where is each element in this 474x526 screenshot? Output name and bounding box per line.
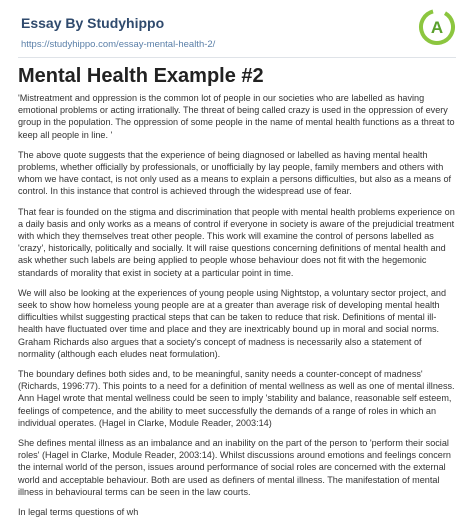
essay-paragraph: In legal terms questions of wh xyxy=(18,507,139,518)
site-brand[interactable]: Essay By Studyhippo xyxy=(21,15,165,31)
logo-letter: A xyxy=(430,18,444,37)
site-header xyxy=(0,0,474,58)
essay-paragraph: That fear is founded on the stigma and discrimination that people with mental health problems experience on a daily basis and only works as a means of control if everyone in society is aware of the prejudicial treatment with which they themselves treat other people. This work will examine the control of persons labelled as 'crazy', historically, politically and socially. It will raise questions concerning definitions of mental health and ask whether such labels are being applied to people whose behaviour does not fit with the hegemonic standards of morality that exist in society at a particular point in time. xyxy=(18,206,455,278)
essay-paragraph: The boundary defines both sides and, to be meaningful, sanity needs a counter-concept of madness' (Richards, 1996:77). This points to a need for a definition of mental wellness as well as one of mental illness. Ann Hagel wrote that mental wellness could be seen to imply 'stability and balance, reasonable self esteem, feelings of competence, and the ability to meet successfully the demands of a range of roles in which an individual operates. (Hagel in Clarke, Module Reader, 2003:14) xyxy=(18,369,455,428)
essay-paragraph: 'Mistreatment and oppression is the common lot of people in our societies who are labelled as having emotional problems or acting irrationally. The threat of being called crazy is used in the oppression of every group in the population. The oppression of some people in the name of mental health functions as a threat to keep all people in line. ' xyxy=(18,93,455,140)
essay-paragraph: She defines mental illness as an imbalance and an inability on the part of the person to 'perform their social roles' (Hagel in Clarke, Module Reader, 2003:14). Whilst discussions around emotions and feelings concern the internal world of the person, issues around performance of social roles are concerned with the external world and acceptable behaviour. Both are used as definers of mental illness. The manifestation of mental illness in behavioural terms can be seen in the law courts. xyxy=(18,438,451,497)
header-divider xyxy=(18,57,456,58)
essay-url[interactable]: https://studyhippo.com/essay-mental-health-2/ xyxy=(21,39,216,50)
logo-icon[interactable] xyxy=(418,8,456,46)
essay-body xyxy=(18,92,456,526)
essay-paragraph: We will also be looking at the experiences of young people using Nightstop, a voluntary sector project, and seek to show how homeless young people are at a greater than average risk of developing mental health difficulties whilst suggesting practical steps that can be taken to reduce that risk. Definitions of mental ill-health have fluctuated over time and place and they are inextricably bound up in moral and social norms. Graham Richards also argues that a society's concept of madness is necessarily also a statement of normality (although each eludes neat formulation). xyxy=(18,287,446,359)
essay-paragraph: The above quote suggests that the experience of being diagnosed or labelled as having mental health problems, whether officially by professionals, or unofficially by lay people, family members and others with whom we have contact, is not only used as a means to explain a persons difficulties, but also as a means of control. In this instance that control is achieved through the widespread use of fear. xyxy=(18,149,452,197)
page-title: Mental Health Example #2 xyxy=(18,65,264,87)
